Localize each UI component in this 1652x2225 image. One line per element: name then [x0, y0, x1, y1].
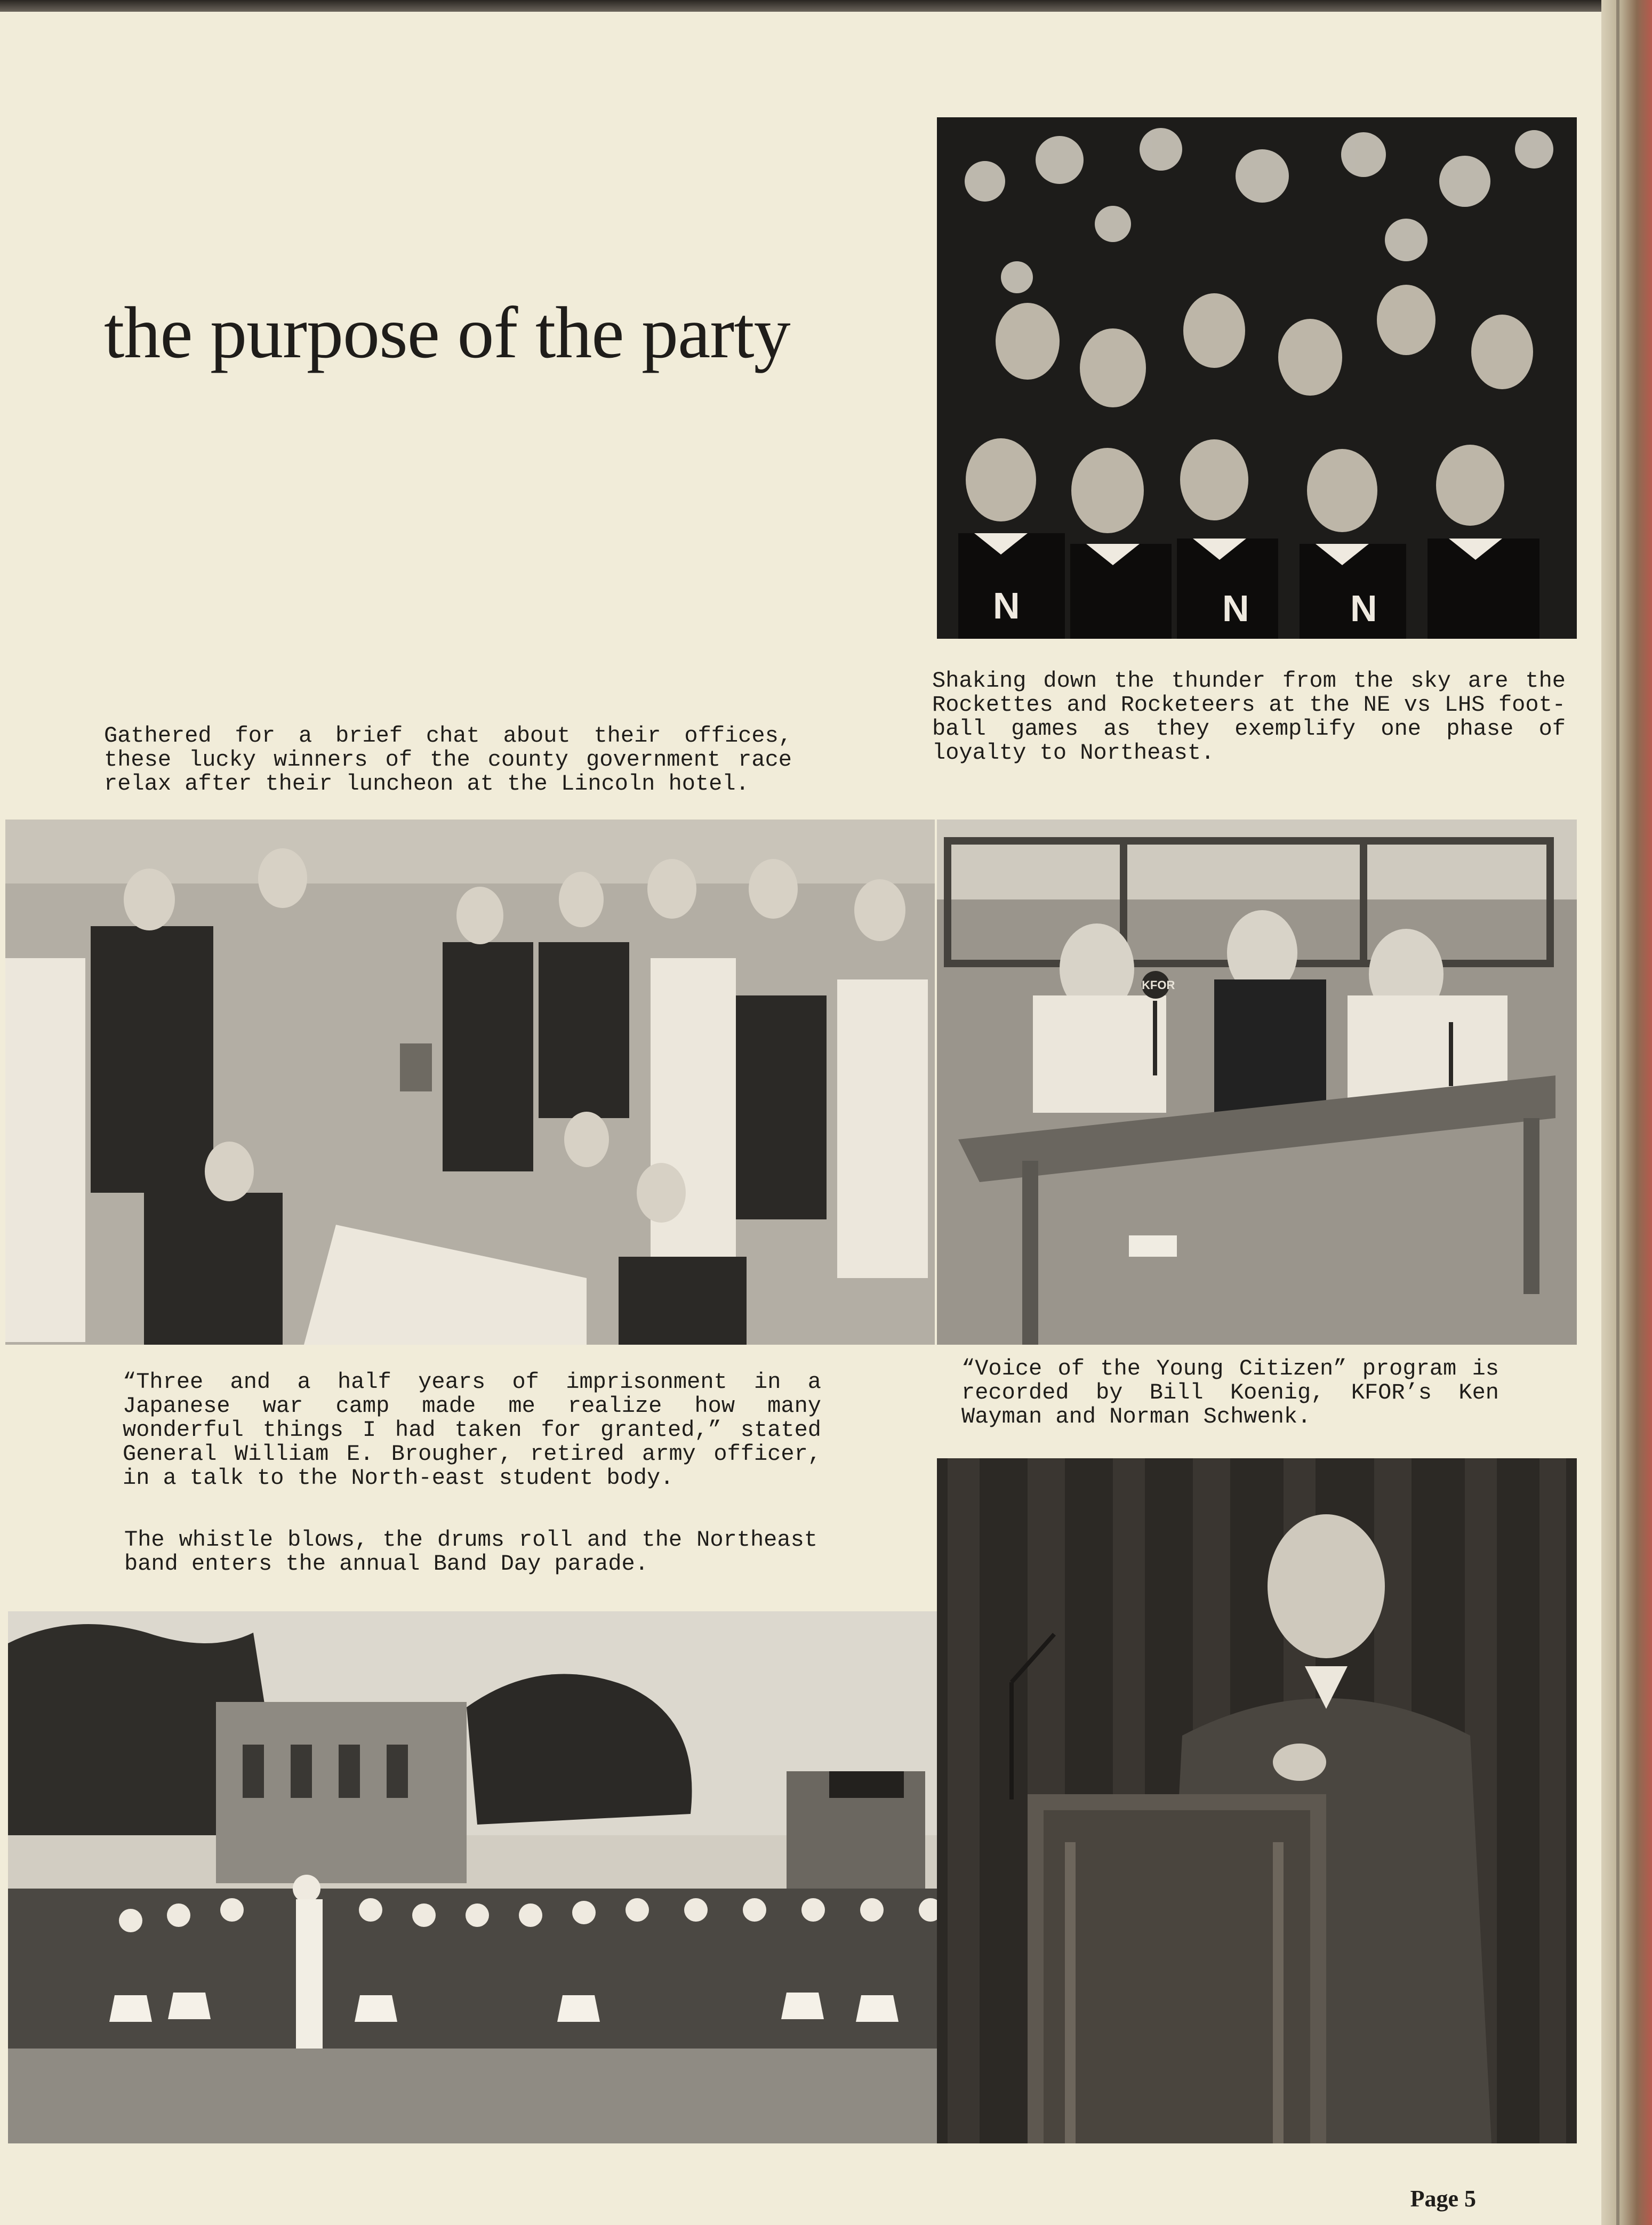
- caption-speaker: “Three and a half years of imprisonment in a Japanese war camp made me realize how many wonderful things I had taken for granted,” stated General William E. Brougher, retired army officer, in a talk to the North-east student body.: [123, 1369, 821, 1491]
- photo-speaker-podium: [937, 1458, 1577, 2143]
- photo-band-parade: [8, 1611, 1052, 2143]
- page-number: Page 5: [1410, 2186, 1476, 2212]
- sweater-letter: N: [1350, 588, 1377, 629]
- caption-radio: “Voice of the Young Citizen” program is recorded by Bill Koenig, KFOR’s Ken Wayman and Norman Schwenk.: [961, 1356, 1499, 1429]
- page-binding-edge: [1601, 0, 1652, 2225]
- sweater-letter: N: [1222, 588, 1249, 629]
- page-top-edge: [0, 0, 1652, 12]
- photo-rockettes-crowd: [937, 117, 1577, 639]
- photo-radio-program: [937, 820, 1577, 1345]
- page-title: the purpose of the party: [104, 292, 790, 373]
- mic-badge: KFOR: [1142, 978, 1175, 992]
- photo-luncheon: [5, 820, 935, 1345]
- caption-band: The whistle blows, the drums roll and the Northeast band enters the annual Band Day parade.: [124, 1527, 817, 1577]
- sweater-letter: N: [993, 585, 1020, 626]
- caption-luncheon: Gathered for a brief chat about their offices, these lucky winners of the county government race relax after their luncheon at the Lincoln hotel.: [104, 723, 792, 797]
- caption-rockettes: Shaking down the thunder from the sky are the Rockettes and Rocketeers at the NE vs LHS foot-ball games as they exemplify one phase of loyalty to Northeast.: [932, 668, 1566, 766]
